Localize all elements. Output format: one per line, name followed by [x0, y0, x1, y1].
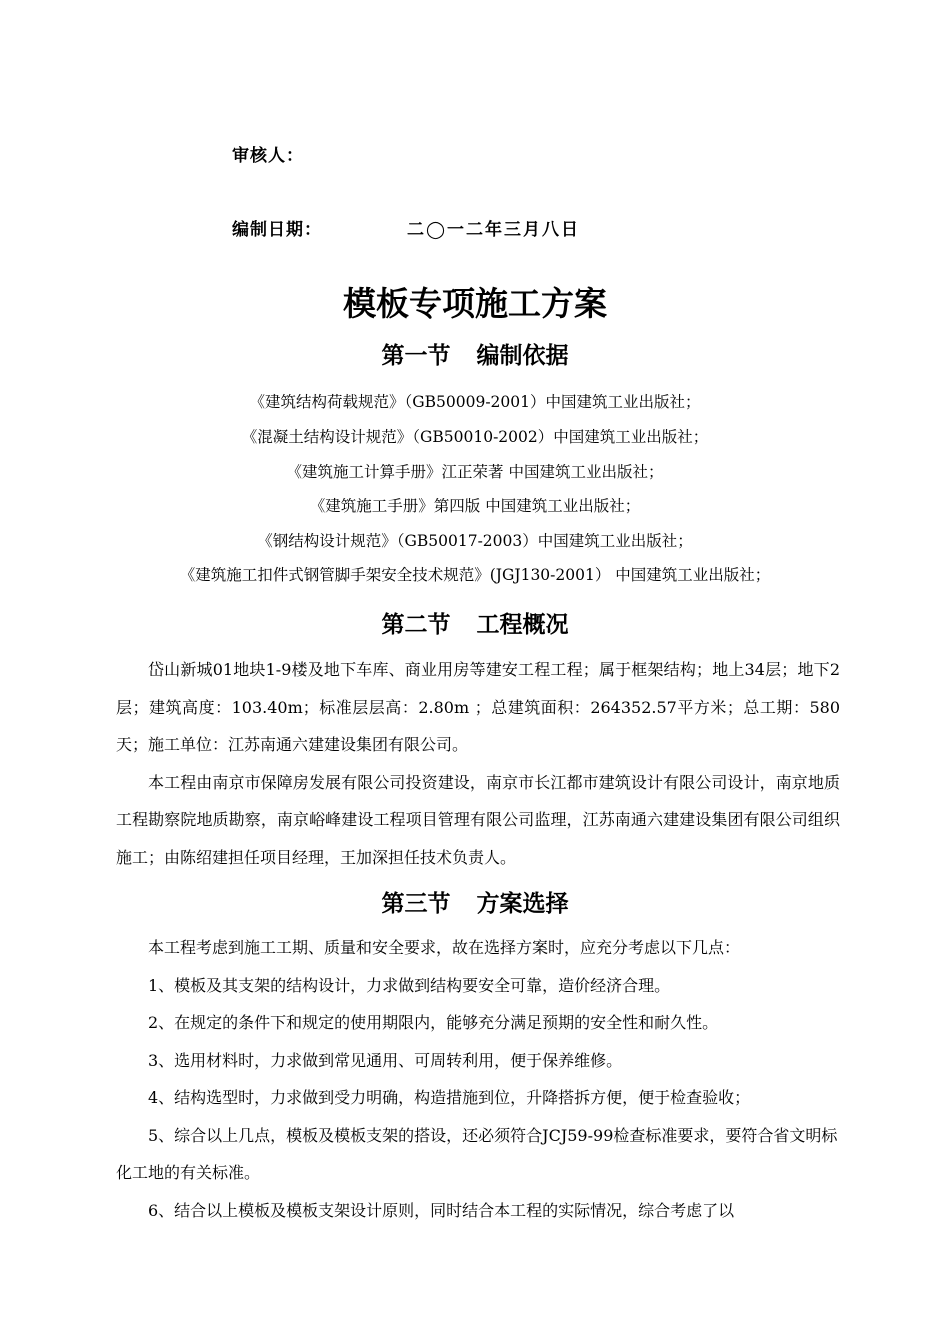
section-1-name: 编制依据	[476, 343, 569, 369]
reference-item: 《建筑施工计算手册》江正荣著 中国建筑工业出版社；	[286, 463, 664, 481]
list-item: 2、在规定的条件下和规定的使用期限内，能够充分满足预期的安全性和耐久性。	[148, 1013, 719, 1032]
reference-item: 《建筑施工扣件式钢管脚手架安全技术规范》(JGJ130-2001） 中国建筑工业出版社；	[179, 566, 771, 584]
date-label: 编制日期：	[232, 220, 322, 240]
reference-item: 《建筑施工手册》第四版 中国建筑工业出版社；	[309, 497, 641, 515]
section-2-heading	[0, 606, 950, 639]
section-2-body	[116, 651, 840, 876]
list-item: 6、结合以上模板及模板支架设计原则，同时结合本工程的实际情况，综合考虑了以	[148, 1200, 735, 1220]
list-item: 4、结构选型时，力求做到受力明确，构造措施到位，升降搭拆方便，便于检查验收；	[148, 1088, 751, 1107]
document-title: 模板专项施工方案	[343, 284, 607, 323]
section-3-name: 方案选择	[476, 891, 569, 917]
date-line	[232, 215, 581, 240]
list-item: 5、综合以上几点，模板及模板支架的搭设，还必须符合JCJ59-99检查标准要求，要符合省文明标化工地的有关标准。	[116, 1125, 838, 1182]
section-1-heading	[0, 337, 950, 370]
section-2-name: 工程概况	[476, 612, 569, 638]
section-3-body	[116, 929, 840, 1229]
reference-item: 《混凝土结构设计规范》（GB50010-2002）中国建筑工业出版社；	[241, 428, 709, 446]
list-item: 1、模板及其支架的结构设计，力求做到结构要安全可靠，造价经济合理。	[148, 975, 671, 995]
section-2-number: 第二节	[381, 612, 451, 638]
reviewer-label: 审核人：	[232, 146, 304, 166]
section-1-number: 第一节	[381, 343, 451, 369]
list-item: 本工程考虑到施工工期、质量和安全要求，故在选择方案时，应充分考虑以下几点：	[148, 938, 741, 957]
date-value: 二◯一二年三月八日	[407, 220, 581, 240]
section-3-number: 第三节	[381, 891, 451, 917]
reviewer-line	[232, 141, 304, 166]
paragraph: 本工程由南京市保障房发展有限公司投资建设，南京市长江都市建筑设计有限公司设计，南京地质工程勘察院地质勘察，南京峪峰建设工程项目管理有限公司监理，江苏南通六建建设集团有限公司组织施工；由陈绍建担任项目经理，王加深担任技术负责人。	[116, 772, 840, 867]
list-item: 3、选用材料时，力求做到常见通用、可周转利用，便于保养维修。	[148, 1050, 623, 1070]
reference-item: 《建筑结构荷载规范》（GB50009-2001）中国建筑工业出版社；	[249, 393, 701, 411]
reference-item: 《钢结构设计规范》（GB50017-2003）中国建筑工业出版社；	[257, 532, 693, 550]
section-3-heading	[0, 885, 950, 918]
paragraph: 岱山新城01地块1-9楼及地下车库、商业用房等建安工程工程；属于框架结构；地上34层；地下2层；建筑高度：103.40m；标准层层高：2.80m ；总建筑面积：264352.57平方米；总工期：580天；施工单位：江苏南通六建建设集团有限公司。	[116, 660, 840, 754]
